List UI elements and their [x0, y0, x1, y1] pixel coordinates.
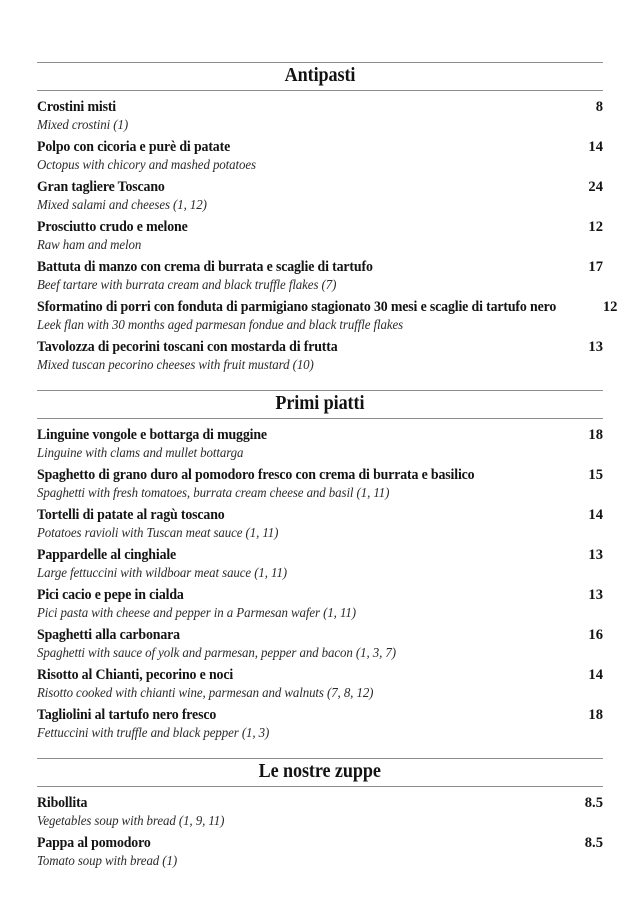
menu-item-name: Sformatino di porri con fonduta di parmigiano stagionato 30 mesi e scaglie di tartufo nero	[37, 299, 557, 315]
menu-item-description: Tomato soup with bread (1)	[37, 853, 178, 868]
menu-item-name: Gran tagliere Toscano	[37, 179, 165, 195]
menu-item-name: Tavolozza di pecorini toscani con mostarda di frutta	[37, 339, 338, 355]
menu-item-description: Spaghetti with sauce of yolk and parmesan, pepper and bacon (1, 3, 7)	[37, 645, 396, 660]
menu-item-line	[37, 667, 603, 684]
menu-item-name: Pappa al pomodoro	[37, 835, 151, 851]
menu-item-line	[37, 339, 603, 356]
section-header	[37, 758, 603, 787]
menu-item-name: Polpo con cicoria e purè di patate	[37, 139, 231, 155]
menu-item-description: Beef tartare with burrata cream and black truffle flakes (7)	[37, 277, 337, 292]
menu-item-name: Spaghetti alla carbonara	[37, 627, 180, 643]
menu-item-price: 16	[588, 627, 603, 643]
menu-item-description: Large fettuccini with wildboar meat sauce (1, 11)	[37, 565, 288, 580]
menu-item-name: Battuta di manzo con crema di burrata e scaglie di tartufo	[37, 259, 373, 275]
menu-item-line	[37, 179, 603, 196]
menu-item-description: Fettuccini with truffle and black pepper (1, 3)	[37, 725, 270, 740]
menu-item-line	[37, 795, 603, 812]
menu-item	[37, 704, 603, 744]
menu-item-name: Pici cacio e pepe in cialda	[37, 587, 184, 603]
menu-item-description: Leek flan with 30 months aged parmesan fondue and black truffle flakes	[37, 317, 404, 332]
menu-item-description: Pici pasta with cheese and pepper in a Parmesan wafer (1, 11)	[37, 605, 356, 620]
menu-item-line	[37, 587, 603, 604]
menu-item	[37, 544, 603, 584]
menu-item	[37, 832, 603, 872]
menu-item-description: Mixed crostini (1)	[37, 117, 129, 132]
section-title: Primi piatti	[275, 393, 365, 414]
menu-item-price: 18	[588, 427, 603, 443]
menu-item-description: Spaghetti with fresh tomatoes, burrata cream cheese and basil (1, 11)	[37, 485, 390, 500]
menu-item-name: Spaghetto di grano duro al pomodoro fresco con crema di burrata e basilico	[37, 467, 475, 483]
section-item-list	[37, 91, 618, 376]
section-item-list	[37, 419, 603, 744]
menu-item	[37, 336, 603, 376]
menu-item-price: 13	[588, 587, 603, 603]
section-header	[37, 62, 603, 91]
menu-item	[37, 176, 603, 216]
menu-item-price: 15	[588, 467, 603, 483]
menu-item-name: Tagliolini al tartufo nero fresco	[37, 707, 217, 723]
menu-item-price: 12	[588, 219, 603, 235]
menu-item-line	[37, 427, 603, 444]
menu-sections	[37, 62, 618, 872]
menu-item-line	[37, 627, 603, 644]
menu-item-line	[37, 507, 603, 524]
menu-item-name: Ribollita	[37, 795, 88, 811]
menu-item-price: 13	[588, 339, 603, 355]
menu-item-price: 8	[595, 99, 603, 115]
menu-item-line	[37, 467, 603, 484]
menu-item-price: 14	[588, 139, 603, 155]
menu-item-description: Mixed tuscan pecorino cheeses with fruit mustard (10)	[37, 357, 314, 372]
menu-item-line	[37, 547, 603, 564]
menu-item-name: Tortelli di patate al ragù toscano	[37, 507, 225, 523]
menu-item-price: 12	[602, 299, 618, 315]
menu-item-description: Risotto cooked with chianti wine, parmesan and walnuts (7, 8, 12)	[37, 685, 374, 700]
menu-item-price: 17	[588, 259, 603, 275]
menu-item-price: 14	[588, 507, 603, 523]
menu-item-description: Raw ham and melon	[37, 237, 142, 252]
menu-section	[37, 758, 603, 872]
menu-item-line	[37, 139, 603, 156]
menu-item-line	[37, 99, 603, 116]
menu-item	[37, 504, 603, 544]
section-item-list	[37, 787, 603, 872]
menu-item-name: Crostini misti	[37, 99, 117, 115]
menu-item	[37, 792, 603, 832]
section-title: Le nostre zuppe	[258, 761, 382, 782]
menu-section	[37, 62, 618, 376]
menu-item	[37, 256, 603, 296]
menu-item-description: Octopus with chicory and mashed potatoes	[37, 157, 256, 172]
menu-item-price: 8.5	[584, 795, 603, 811]
menu-item-line	[37, 835, 603, 852]
menu-section	[37, 390, 603, 744]
menu-item	[37, 296, 618, 336]
menu-item-price: 13	[588, 547, 603, 563]
menu-item	[37, 464, 603, 504]
menu-item-name: Pappardelle al cinghiale	[37, 547, 177, 563]
menu-item-description: Linguine with clams and mullet bottarga	[37, 445, 244, 460]
menu-item-price: 18	[588, 707, 603, 723]
menu-item-name: Linguine vongole e bottarga di muggine	[37, 427, 267, 443]
menu-item-name: Risotto al Chianti, pecorino e noci	[37, 667, 234, 683]
menu-item-description: Vegetables soup with bread (1, 9, 11)	[37, 813, 225, 828]
menu-item	[37, 216, 603, 256]
menu-item	[37, 136, 603, 176]
menu-item-name: Prosciutto crudo e melone	[37, 219, 188, 235]
menu-item	[37, 424, 603, 464]
section-header	[37, 390, 603, 419]
menu-item-line	[37, 259, 603, 276]
menu-item	[37, 584, 603, 624]
menu-item-price: 14	[588, 667, 603, 683]
menu-item-line	[37, 707, 603, 724]
menu-item-description: Mixed salami and cheeses (1, 12)	[37, 197, 207, 212]
section-title: Antipasti	[284, 65, 356, 86]
menu-item	[37, 96, 603, 136]
menu-item	[37, 664, 603, 704]
menu-item-description: Potatoes ravioli with Tuscan meat sauce (1, 11)	[37, 525, 279, 540]
menu-item	[37, 624, 603, 664]
menu-item-price: 24	[588, 179, 603, 195]
menu-item-line	[37, 299, 618, 316]
menu-item-line	[37, 219, 603, 236]
menu-item-price: 8.5	[584, 835, 603, 851]
